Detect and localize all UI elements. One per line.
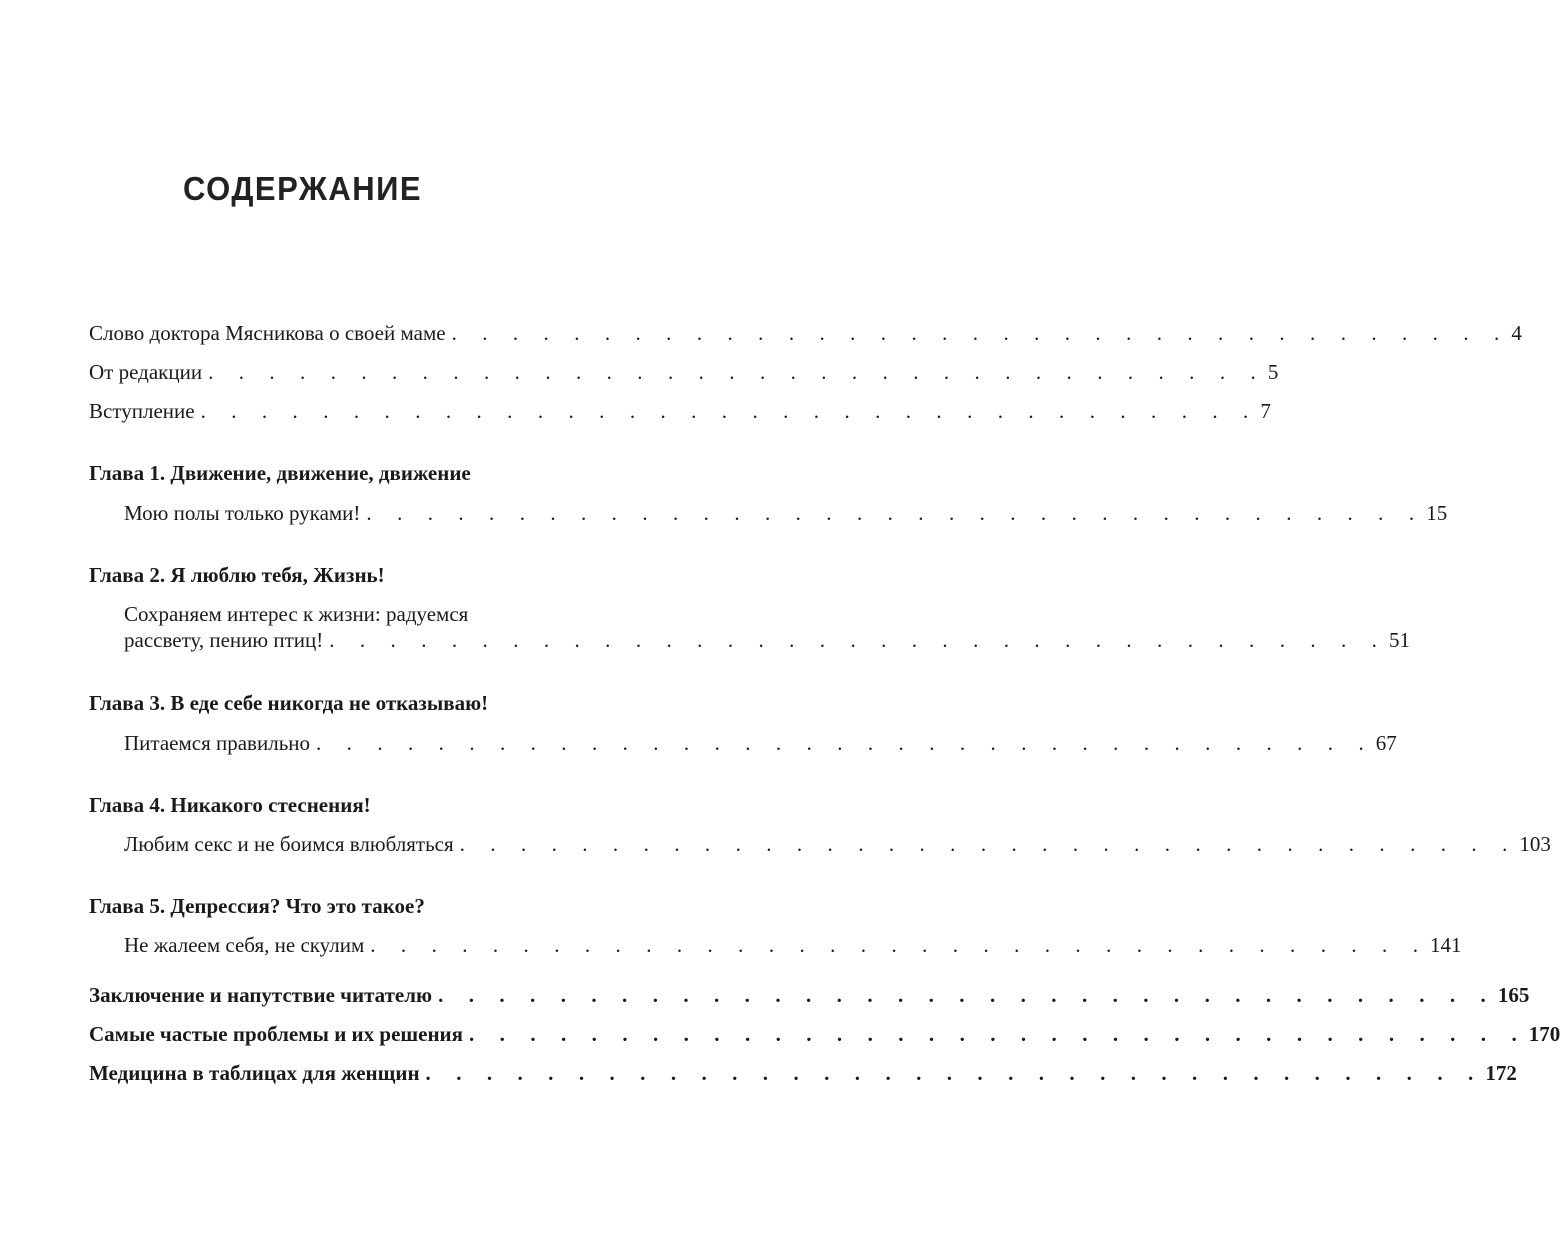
leader-dots: . . . . . . . . . . . . . . . . . . . . . . . . . . . . . . . . . . . xyxy=(451,321,1510,345)
toc-entry[interactable] xyxy=(89,1060,1517,1087)
toc-entry[interactable] xyxy=(89,320,1522,347)
leader-dots: . . . . . . . . . . . . . . . . . . . . . . . . . . . . . . . . . . . xyxy=(208,360,1266,384)
toc-entry-label-line[interactable]: Сохраняем интерес к жизни: радуемся xyxy=(124,602,469,626)
leader-dots: . . . . . . . . . . . . . . . . . . . . . . . . . . . . . . . . . . . xyxy=(459,832,1518,856)
toc-entry[interactable] xyxy=(89,1021,1560,1048)
toc-entry[interactable] xyxy=(89,398,1271,425)
toc-page-number: 4 xyxy=(1511,321,1522,345)
toc-entry[interactable] xyxy=(124,932,1462,959)
leader-dots: . . . . . . . . . . . . . . . . . . . . . . . . . . . . . . . . . . . xyxy=(316,731,1374,755)
chapter-heading[interactable]: Глава 2. Я люблю тебя, Жизнь! xyxy=(89,563,385,587)
toc-entry-label: Заключение и напутствие читателю xyxy=(89,983,433,1007)
leader-dots: . . . . . . . . . . . . . . . . . . . . . . . . . . . . . . . . . . . xyxy=(425,1061,1484,1085)
toc-entry[interactable] xyxy=(89,982,1530,1009)
toc-page-number: 51 xyxy=(1389,628,1411,652)
toc-entry-label: Не жалеем себя, не скулим xyxy=(124,933,365,957)
chapter-heading[interactable]: Глава 3. В еде себе никогда не отказываю! xyxy=(89,691,489,715)
toc-entry-label: Самые частые проблемы и их решения xyxy=(89,1022,464,1046)
leader-dots: . . . . . . . . . . . . . . . . . . . . . . . . . . . . . . . . . . . xyxy=(370,933,1429,957)
toc-entry-label: Питаемся правильно xyxy=(124,731,311,755)
leader-dots: . . . . . . . . . . . . . . . . . . . . . . . . . . . . . . . . . . . xyxy=(329,628,1388,652)
toc-page-number: 170 xyxy=(1528,1022,1560,1046)
toc-page-number: 172 xyxy=(1485,1061,1517,1085)
leader-dots: . . . . . . . . . . . . . . . . . . . . . . . . . . . . . . . . . . . xyxy=(438,983,1496,1007)
leader-dots: . . . . . . . . . . . . . . . . . . . . . . . . . . . . . . . . . . . xyxy=(469,1022,1527,1046)
toc-page-number: 5 xyxy=(1267,360,1279,384)
toc-entry[interactable] xyxy=(89,359,1279,386)
toc-page-number: 7 xyxy=(1260,399,1271,423)
leader-dots: . . . . . . . . . . . . . . . . . . . . . . . . . . . . . . . . . . . xyxy=(366,501,1425,525)
toc-page-number: 141 xyxy=(1430,933,1462,957)
toc-entry-label: Вступление xyxy=(89,399,195,423)
toc-page-number: 15 xyxy=(1426,501,1448,525)
toc-page-number: 67 xyxy=(1375,731,1397,755)
toc-entry[interactable] xyxy=(124,627,1411,654)
chapter-heading[interactable]: Глава 4. Никакого стеснения! xyxy=(89,793,371,817)
toc-page-number: 165 xyxy=(1497,983,1530,1007)
toc-entry-label: Любим секс и не боимся влюбляться xyxy=(124,832,454,856)
toc-entry-label: Слово доктора Мясникова о своей маме xyxy=(89,321,446,345)
toc-entry-label: Мою полы только руками! xyxy=(124,501,361,525)
toc-page-number: 103 xyxy=(1519,832,1551,856)
toc-entry[interactable] xyxy=(124,500,1448,527)
chapter-heading[interactable]: Глава 5. Депрессия? Что это такое? xyxy=(89,894,425,918)
toc-entry-label: рассвету, пению птиц! xyxy=(124,628,324,652)
chapter-heading[interactable]: Глава 1. Движение, движение, движение xyxy=(89,461,471,485)
toc-entry-label: От редакции xyxy=(89,360,203,384)
toc-entry[interactable] xyxy=(124,730,1397,757)
toc-entry[interactable] xyxy=(124,831,1551,858)
toc-entry-label: Медицина в таблицах для женщин xyxy=(89,1061,420,1085)
page-title: СОДЕРЖАНИЕ xyxy=(183,170,423,208)
leader-dots: . . . . . . . . . . . . . . . . . . . . . . . . . . . . . . . . . . . xyxy=(200,399,1259,423)
